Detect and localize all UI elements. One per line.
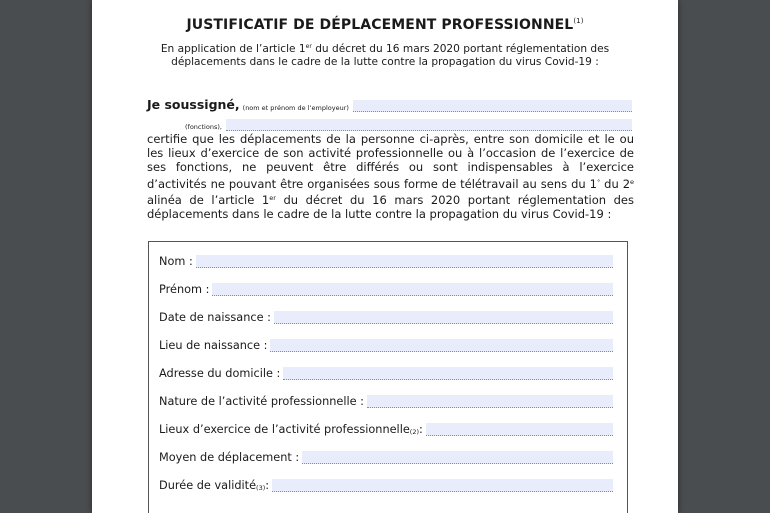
field-adresse: [159, 367, 613, 380]
title-footnote-ref: (1): [573, 17, 584, 25]
duree-validite-input[interactable]: [272, 479, 613, 492]
field-label: Lieux d’exercice de l’activité professionnelle: [159, 423, 410, 436]
field-footnote-ref: (3): [256, 484, 266, 492]
field-prenom: [159, 283, 613, 296]
field-moyen-deplacement: [159, 451, 613, 464]
field-nom: [159, 255, 613, 268]
date-naissance-input[interactable]: [274, 311, 613, 324]
lieux-exercice-input[interactable]: [426, 423, 613, 436]
employer-functions-field[interactable]: [226, 119, 632, 131]
functions-hint: (fonctions),: [185, 123, 222, 131]
functions-row: [147, 119, 632, 131]
employer-name-field[interactable]: [353, 100, 632, 112]
adresse-input[interactable]: [283, 367, 613, 380]
field-nature-activite: [159, 395, 613, 408]
field-lieux-exercice: Lieux d’exercice de l’activité professionnelle $_{(2)}$ :: [159, 423, 613, 436]
field-footnote-ref: (2): [409, 428, 420, 436]
employee-info-box: [148, 241, 628, 513]
employer-label: Je soussigné,: [147, 97, 240, 112]
field-label: Moyen de déplacement :: [159, 451, 300, 464]
moyen-deplacement-input[interactable]: [302, 451, 613, 464]
nature-activite-input[interactable]: [367, 395, 613, 408]
document-page: [92, 0, 678, 513]
employer-hint: (nom et prénom de l’employeur): [242, 104, 349, 112]
field-date-naissance: [159, 311, 613, 324]
field-label: Nature de l’activité professionnelle :: [159, 395, 364, 408]
field-lieu-naissance: [159, 339, 613, 352]
employer-row: [147, 97, 632, 112]
nom-input[interactable]: [196, 255, 613, 268]
document-title: JUSTIFICATIF DE DÉPLACEMENT PROFESSIONNEL$^{(1)}$: [186, 17, 584, 33]
field-duree-validite: Durée de validité $_{(3)}$ :: [159, 479, 613, 492]
intro-text: En application de l’article 1er du décret du 16 mars 2020 portant réglementation des déplacements dans le cadre de la lutte contre la propagation du virus Covid-19 :: [160, 43, 610, 68]
field-label: Nom :: [159, 255, 193, 268]
certification-text: certifie que les déplacements de la personne ci-après, entre son domicile et le ou les lieux d’exercice de son activité professionnelle ou à l’occasion de l’exercice de ses fonctions, ne peuvent être différés ou sont indispensables à l’exercice d’activités ne pouvant être organisées sous forme de télétravail au sens du 1° du 2e alinéa de l’article 1er du décret du 16 mars 2020 portant réglementation des déplacements dans le cadre de la lutte contre la propagation du virus Covid-19 :: [147, 132, 635, 222]
field-label: Durée de validité: [159, 479, 257, 492]
field-label: Date de naissance :: [159, 311, 271, 324]
field-label: Adresse du domicile :: [159, 367, 281, 380]
prenom-input[interactable]: [212, 283, 613, 296]
lieu-naissance-input[interactable]: [270, 339, 613, 352]
field-label: Prénom :: [159, 283, 210, 296]
field-label: Lieu de naissance :: [159, 339, 268, 352]
